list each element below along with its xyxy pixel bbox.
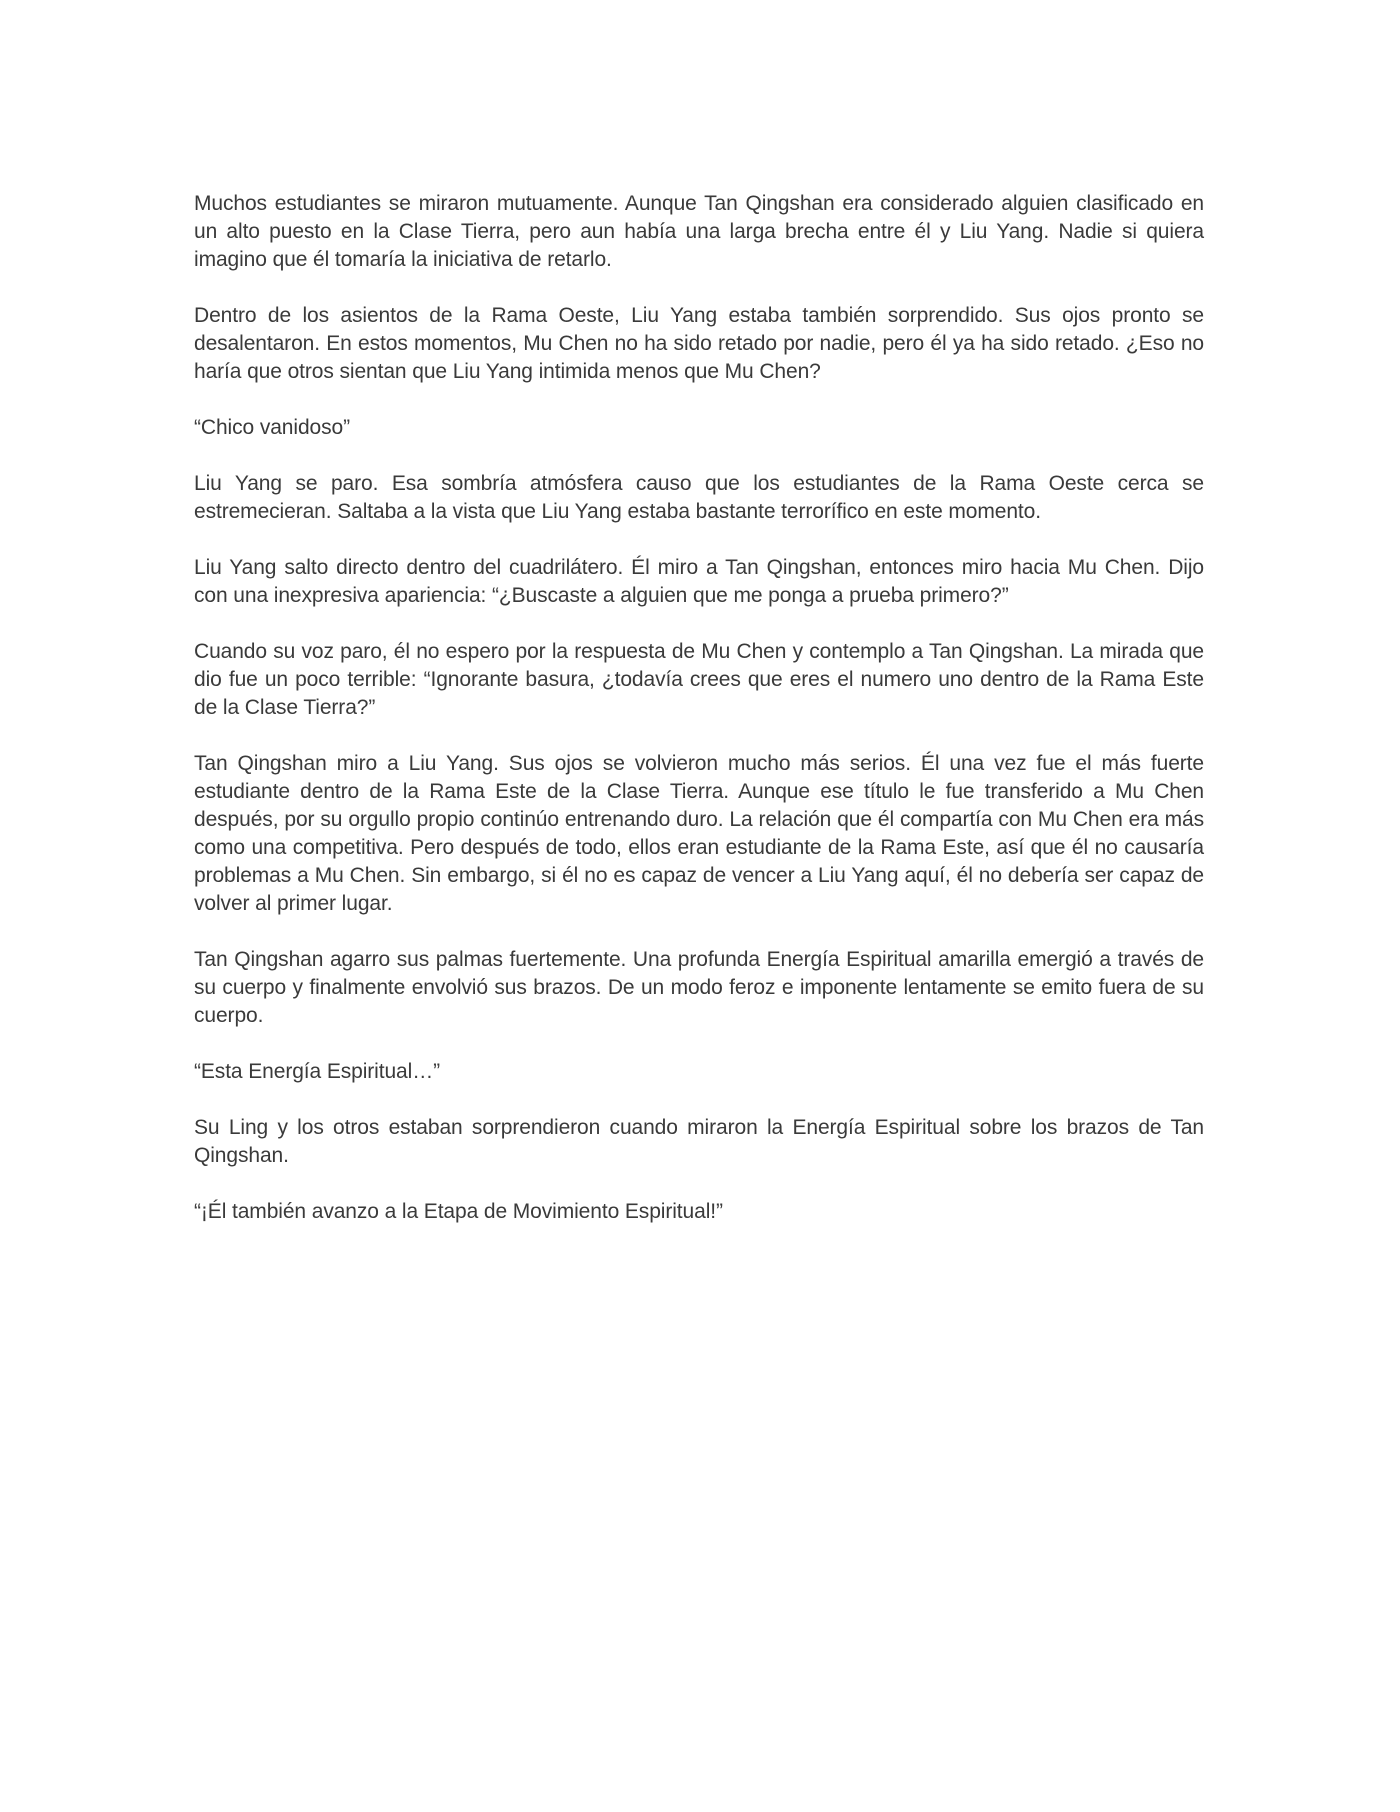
dialogue-line: “¡Él también avanzo a la Etapa de Movimiento Espiritual!” [194,1200,723,1223]
dialogue-line: “Chico vanidoso” [194,416,350,439]
paragraph: Muchos estudiantes se miraron mutuamente. Aunque Tan Qingshan era considerado alguien clasificado en un alto puesto en la Clase Tierra, pero aun había una larga brecha entre él y Liu Yang. Nadie si quiera imagino que él tomaría la iniciativa de retarlo. [194,192,1204,271]
paragraph: Tan Qingshan agarro sus palmas fuertemente. Una profunda Energía Espiritual amarilla emergió a través de su cuerpo y finalmente envolvió sus brazos. De un modo feroz e imponente lentamente se emito fuera de su cuerpo. [194,948,1204,1027]
paragraph: Tan Qingshan miro a Liu Yang. Sus ojos se volvieron mucho más serios. Él una vez fue el más fuerte estudiante dentro de la Rama Este de la Clase Tierra. Aunque ese título le fue transferido a Mu Chen después, por su orgullo propio continúo entrenando duro. La relación que él compartía con Mu Chen era más como una competitiva. Pero después de todo, ellos eran estudiante de la Rama Este, así que él no causaría problemas a Mu Chen. Sin embargo, si él no es capaz de vencer a Liu Yang aquí, él no debería ser capaz de volver al primer lugar. [194,752,1204,915]
paragraph: Liu Yang salto directo dentro del cuadrilátero. Él miro a Tan Qingshan, entonces miro hacia Mu Chen. Dijo con una inexpresiva apariencia: “¿Buscaste a alguien que me ponga a prueba primero?” [194,556,1204,607]
paragraph: Cuando su voz paro, él no espero por la respuesta de Mu Chen y contemplo a Tan Qingshan. La mirada que dio fue un poco terrible: “Ignorante basura, ¿todavía crees que eres el numero uno dentro de la Rama Este de la Clase Tierra?” [194,640,1204,719]
paragraph: Liu Yang se paro. Esa sombría atmósfera causo que los estudiantes de la Rama Oeste cerca se estremecieran. Saltaba a la vista que Liu Yang estaba bastante terrorífico en este momento. [194,472,1204,523]
dialogue-line: “Esta Energía Espiritual…” [194,1060,440,1083]
document-body [194,190,1204,1254]
paragraph: Su Ling y los otros estaban sorprendieron cuando miraron la Energía Espiritual sobre los brazos de Tan Qingshan. [194,1116,1204,1167]
paragraph: Dentro de los asientos de la Rama Oeste, Liu Yang estaba también sorprendido. Sus ojos pronto se desalentaron. En estos momentos, Mu Chen no ha sido retado por nadie, pero él ya ha sido retado. ¿Eso no haría que otros sientan que Liu Yang intimida menos que Mu Chen? [194,304,1204,383]
